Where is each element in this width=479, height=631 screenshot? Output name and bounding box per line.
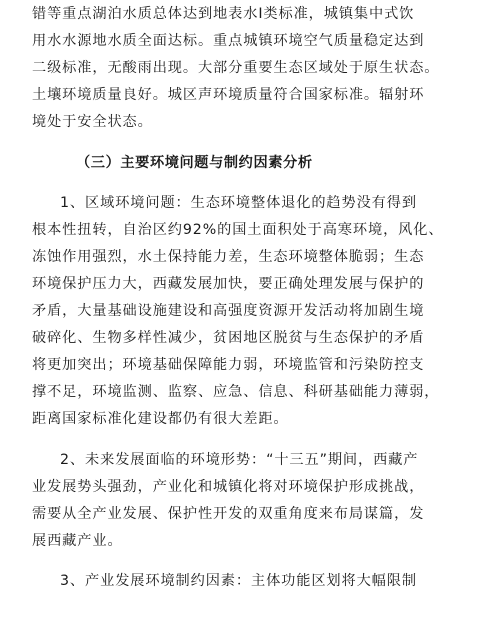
item2-line: 2、未来发展面临的环境形势：“十三五”期间，西藏产 xyxy=(60,452,419,468)
item1-line: 将更加突出；环境基础保障能力弱，环境监管和污染防控支 xyxy=(32,357,425,373)
item1-line: 撑不足，环境监测、监察、应急、信息、科研基础能力薄弱， xyxy=(32,384,440,400)
intro-line: 境处于安全状态。 xyxy=(32,114,153,130)
item2-line: 业发展势头强劲，产业化和城镇化将对环境保护形成挑战， xyxy=(32,479,425,495)
item1-line: 根本性扭转，自治区约92%的国土面积处于高寒环境，风化、 xyxy=(32,222,444,238)
intro-line: 用水水源地水质全面达标。重点城镇环境空气质量稳定达到 xyxy=(32,33,425,49)
item1-line: 1、区域环境问题：生态环境整体退化的趋势没有得到 xyxy=(60,195,417,211)
item2-line: 展西藏产业。 xyxy=(32,533,123,549)
item1-line: 环境保护压力大，西藏发展加快，要正确处理发展与保护的 xyxy=(32,276,425,292)
item3-line: 3、产业发展环境制约因素：主体功能区划将大幅限制 xyxy=(60,573,417,589)
item1-line: 矛盾，大量基础设施建设和高强度资源开发活动将加剧生境 xyxy=(32,303,425,319)
intro-line: 错等重点湖泊水质总体达到地表水Ⅰ类标准，城镇集中式饮 xyxy=(32,6,415,22)
intro-line: 二级标准，无酸雨出现。大部分重要生态区域处于原生状态。 xyxy=(32,60,440,76)
item2-line: 需要从全产业发展、保护性开发的双重角度来布局谋篇，发 xyxy=(32,506,425,522)
item1-line: 距离国家标准化建设都仍有很大差距。 xyxy=(32,411,289,427)
item1-line: 破碎化、生物多样性减少，贫困地区脱贫与生态保护的矛盾 xyxy=(32,330,425,346)
intro-line: 土壤环境质量良好。城区声环境质量符合国家标准。辐射环 xyxy=(32,87,425,103)
section-heading: （三）主要环境问题与制约因素分析 xyxy=(76,155,313,171)
item1-line: 冻蚀作用强烈，水土保持能力差，生态环境整体脆弱；生态 xyxy=(32,249,425,265)
